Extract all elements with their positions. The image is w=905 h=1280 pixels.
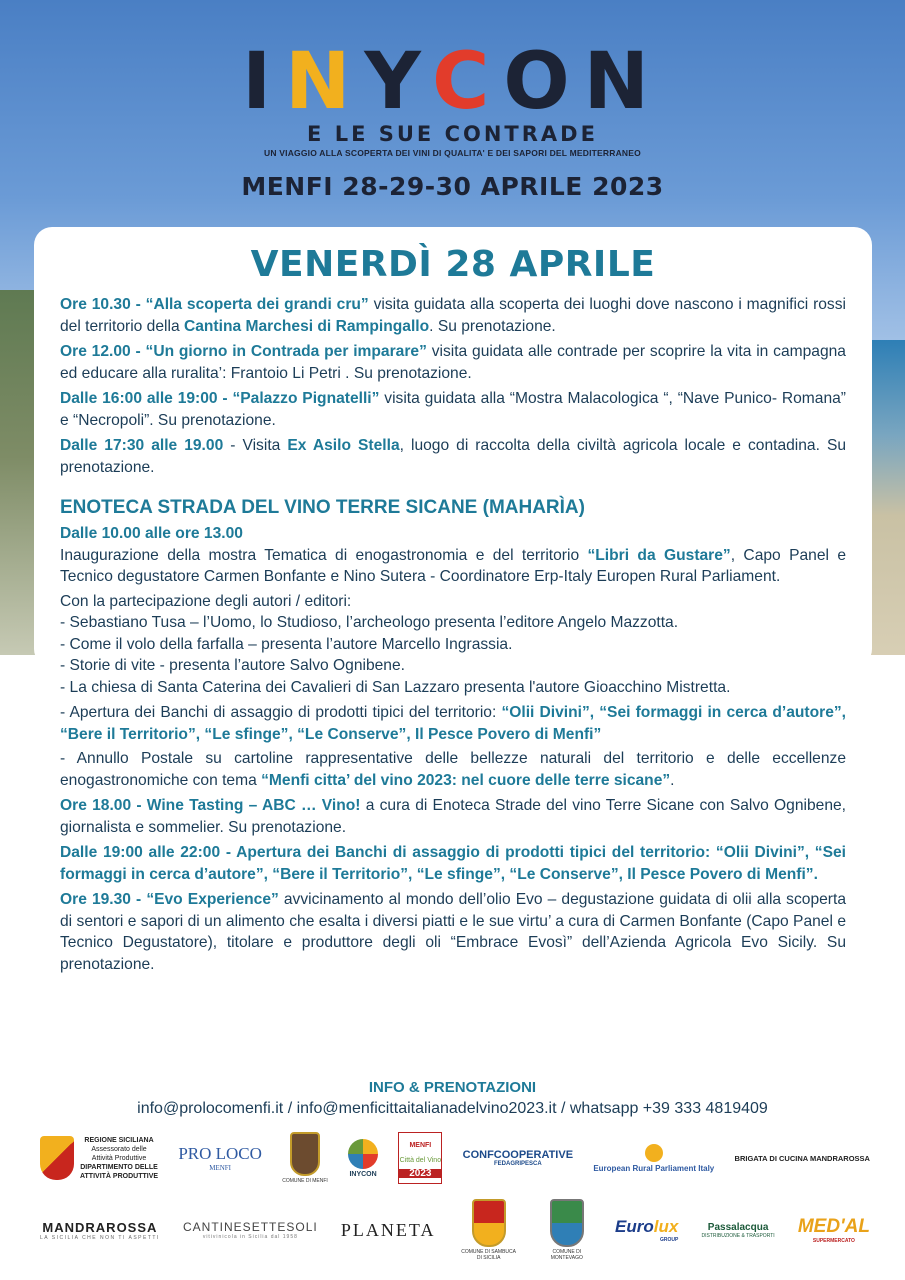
banchi-highlight: “Olii Divini”, “Sei formaggi in cerca d’autore”, “Bere il Territorio”, “Le sfinge”, “Le Conserve”, Il Pesce Povero di Menfi” bbox=[60, 704, 846, 743]
day-title: VENERDÌ 28 APRILE bbox=[250, 244, 656, 285]
planeta-logo: PLANETA bbox=[340, 1219, 436, 1240]
confcooperative-logo bbox=[463, 1149, 573, 1167]
erp-label: European Rural Parliament Italy bbox=[593, 1163, 715, 1173]
citta-vino-label: Città del Vino bbox=[399, 1156, 442, 1164]
event-title: “Palazzo Pignatelli” bbox=[232, 390, 380, 407]
regione-line: REGIONE SICILIANA bbox=[84, 1136, 154, 1144]
trinacria-icon bbox=[40, 1136, 74, 1180]
event-time: Ore 10.30 - bbox=[60, 296, 146, 313]
event-title: “Un giorno in Contrada per imparare” bbox=[145, 343, 427, 360]
erp-italy-logo bbox=[593, 1144, 714, 1173]
medal-name: MED'AL bbox=[797, 1216, 870, 1237]
logo-letter: C bbox=[432, 37, 504, 127]
menfi-citta-vino-logo bbox=[398, 1132, 442, 1184]
inycon-logo bbox=[0, 37, 905, 127]
evening-title: Dalle 19:00 alle 22:00 - Apertura dei Banchi di assaggio di prodotti tipici del territorio: “Olii Divini”, “Sei formaggi in cerca d’autore”, “Bere il Territorio”, “Le sfinge”, “Le Conserve”, Il Pesce Povero di Menfi”. bbox=[60, 844, 846, 883]
event-time: Dalle 17:30 alle 19.00 bbox=[60, 437, 224, 454]
evening-title: Ore 18.00 - Wine Tasting – ABC … Vino! bbox=[60, 797, 361, 814]
eurolux-part: lux bbox=[653, 1217, 679, 1236]
brigata-logo: BRIGATA DI CUCINA MANDRAROSSA bbox=[734, 1153, 870, 1163]
author-item: - La chiesa di Santa Caterina dei Cavalieri di San Lazzaro presenta l'autore Gioacchino Mistretta. bbox=[60, 678, 731, 696]
inycon-label: INYCON bbox=[349, 1170, 377, 1178]
event-text: . Su prenotazione. bbox=[429, 317, 556, 335]
regione-line: DIPARTIMENTO DELLE bbox=[80, 1163, 158, 1171]
confcoop-name: CONFCOOPERATIVE bbox=[462, 1149, 574, 1161]
proloco-sub: MENFI bbox=[209, 1164, 232, 1172]
sponsor-row-1 bbox=[40, 1128, 870, 1188]
menfi-label: MENFI bbox=[409, 1141, 432, 1149]
comune-sambuca-logo bbox=[459, 1199, 519, 1261]
info-section bbox=[0, 1078, 905, 1120]
crest-icon bbox=[290, 1132, 320, 1176]
event-place: Cantina Marchesi di Rampingallo bbox=[183, 317, 430, 335]
banchi-item bbox=[60, 702, 846, 745]
author-item: - Storie di vite - presenta l’autore Salvo Ognibene. bbox=[60, 657, 405, 674]
confcoop-sub: FEDAGRIPESCA bbox=[494, 1161, 542, 1167]
regione-line: ATTIVITÀ PRODUTTIVE bbox=[80, 1172, 159, 1180]
annullo-highlight: “Menfi citta’ del vino 2023: nel cuore delle terre sicane” bbox=[261, 771, 671, 789]
logo-letter: N bbox=[285, 37, 365, 127]
medal-sub: SUPERMERCATO bbox=[812, 1238, 855, 1244]
info-title: INFO & PRENOTAZIONI bbox=[368, 1079, 537, 1096]
logo-letter: I bbox=[242, 37, 286, 127]
crest-label: COMUNE DI MONTEVAGO bbox=[550, 1249, 583, 1261]
event-time: Ore 12.00 - bbox=[60, 343, 146, 360]
enoteca-time: Dalle 10.00 alle ore 13.00 bbox=[60, 525, 243, 542]
inycon-mini-logo bbox=[348, 1139, 378, 1178]
enoteca-intro bbox=[60, 545, 846, 588]
event-item bbox=[60, 388, 846, 431]
event-text: visita guidata alle contrade per scoprire la vita in campagna ed educare alla ruralita’: Frantoio Li Petri . Su prenotazione. bbox=[60, 343, 846, 382]
logo-letter: O bbox=[503, 37, 584, 127]
intro-text: Inaugurazione della mostra Tematica di enogastronomia e del territorio bbox=[60, 546, 588, 564]
enoteca-title: ENOTECA STRADA DEL VINO TERRE SICANE (MAHARÌA) bbox=[60, 497, 585, 518]
passalacqua-sub: DISTRIBUZIONE & TRASPORTI bbox=[701, 1232, 775, 1239]
landscape-right bbox=[871, 340, 905, 660]
evening-text: a cura di Enoteca Strade del vino Terre Sicane con Salvo Ognibene, giornalista e sommelier. Su prenotazione. bbox=[60, 797, 847, 836]
passalacqua-name: Passalacqua bbox=[707, 1221, 769, 1233]
crest-icon bbox=[472, 1199, 506, 1247]
comune-montevago-logo bbox=[542, 1199, 592, 1261]
passalacqua-logo bbox=[702, 1222, 775, 1239]
medal-logo bbox=[798, 1216, 870, 1244]
partecipazione-label: Con la partecipazione degli autori / editori: bbox=[60, 592, 352, 610]
event-item bbox=[60, 341, 846, 384]
intro-text: , Capo Panel e Tecnico degustatore Carmen Bonfante e Nino Sutera - Coordinatore Erp-Italy Europen Rural Parliament. bbox=[60, 546, 846, 585]
proloco-name: PRO LOCO bbox=[178, 1144, 262, 1163]
annullo-item bbox=[60, 748, 846, 791]
eurolux-logo bbox=[615, 1217, 678, 1243]
proloco-logo bbox=[178, 1144, 262, 1172]
event-text: visita guidata alla scoperta dei luoghi dove nascono i magnifici rossi del territorio della bbox=[60, 296, 846, 335]
event-item bbox=[60, 294, 846, 337]
event-time: Dalle 16:00 alle 19:00 - bbox=[60, 390, 233, 407]
eurolux-sub: GROUP bbox=[659, 1237, 679, 1243]
event-item bbox=[60, 435, 846, 478]
annullo-text: . bbox=[670, 771, 675, 789]
mandrarossa-logo bbox=[40, 1220, 160, 1241]
settesoli-sub: vitivinicola in Sicilia dal 1958 bbox=[202, 1234, 298, 1240]
menfi-year: 2023 bbox=[399, 1169, 441, 1178]
settesoli-logo bbox=[183, 1220, 318, 1240]
inycon-icon bbox=[348, 1139, 378, 1169]
crest-label: COMUNE DI SAMBUCA DI SICILIA bbox=[461, 1249, 516, 1261]
crest-icon bbox=[550, 1199, 584, 1247]
author-item: - Sebastiano Tusa – l’Uomo, lo Studioso, l’archeologo presenta l’editore Angelo Mazzotta. bbox=[60, 614, 679, 631]
sun-icon bbox=[645, 1144, 663, 1162]
author-item: - Come il volo della farfalla – presenta l’autore Marcello Ingrassia. bbox=[60, 635, 513, 653]
event-text: - Visita bbox=[223, 437, 288, 454]
comune-menfi-logo bbox=[282, 1132, 328, 1184]
evening-title: Ore 19.30 - “Evo Experience” bbox=[60, 891, 279, 908]
regione-line: Assessorato delle bbox=[91, 1145, 147, 1153]
program-content bbox=[60, 240, 846, 978]
regione-siciliana-logo bbox=[40, 1136, 158, 1181]
logo-letter: N bbox=[583, 37, 663, 127]
evening-item bbox=[60, 795, 846, 838]
event-place: Ex Asilo Stella bbox=[287, 437, 400, 454]
eurolux-part: Euro bbox=[615, 1217, 654, 1236]
info-contacts[interactable]: info@prolocomenfi.it / info@menficittaitalianadelvino2023.it / whatsapp +39 333 4819409 bbox=[137, 1100, 768, 1117]
event-tagline: UN VIAGGIO ALLA SCOPERTA DEI VINI DI QUALITA' E DEI SAPORI DEL MEDITERRANEO bbox=[264, 148, 641, 158]
evening-item bbox=[60, 842, 846, 885]
evening-item bbox=[60, 889, 846, 975]
event-text: , luogo di raccolta della civiltà agricola locale e contadina. Su prenotazione. bbox=[60, 437, 847, 476]
mandrarossa-name: MANDRAROSSA bbox=[42, 1219, 158, 1235]
sponsor-row-2 bbox=[40, 1200, 870, 1260]
event-dates: MENFI 28-29-30 APRILE 2023 bbox=[241, 172, 664, 201]
annullo-text: - Annullo Postale su cartoline rappresentative delle bellezze naturali del territorio e delle eccellenze enogastronomiche con tema bbox=[60, 750, 846, 789]
poster-header bbox=[0, 37, 905, 201]
intro-highlight: “Libri da Gustare” bbox=[587, 546, 731, 564]
evening-text: avvicinamento al mondo dell’olio Evo – degustazione guidata di olii alla scoperta di sentori e sapori di un alimento che esalta i diversi piatti e le sue virtu’ a cura di Carmen Bonfante (Capo Panel e Tecnico Degustatore), titolare e produttore degli oli “Embrace Evosì” dell’Azienda Agricola Evo Sicily. Su prenotazione. bbox=[60, 891, 846, 973]
logo-letter: Y bbox=[364, 37, 433, 127]
crest-label: COMUNE DI MENFI bbox=[282, 1178, 328, 1184]
banchi-text: - Apertura dei Banchi di assaggio di prodotti tipici del territorio: bbox=[60, 704, 502, 721]
settesoli-name: CANTINESETTESOLI bbox=[183, 1220, 318, 1234]
event-text: visita guidata alla “Mostra Malacologica “, “Nave Punico- Romana” e “Necropoli”. Su prenotazione. bbox=[60, 390, 846, 429]
regione-line: Attività Produttive bbox=[91, 1154, 147, 1162]
mandrarossa-sub: LA SICILIA CHE NON TI ASPETTI bbox=[40, 1234, 160, 1241]
event-subtitle: E LE SUE CONTRADE bbox=[307, 122, 598, 146]
event-title: “Alla scoperta dei grandi cru” bbox=[145, 296, 369, 313]
